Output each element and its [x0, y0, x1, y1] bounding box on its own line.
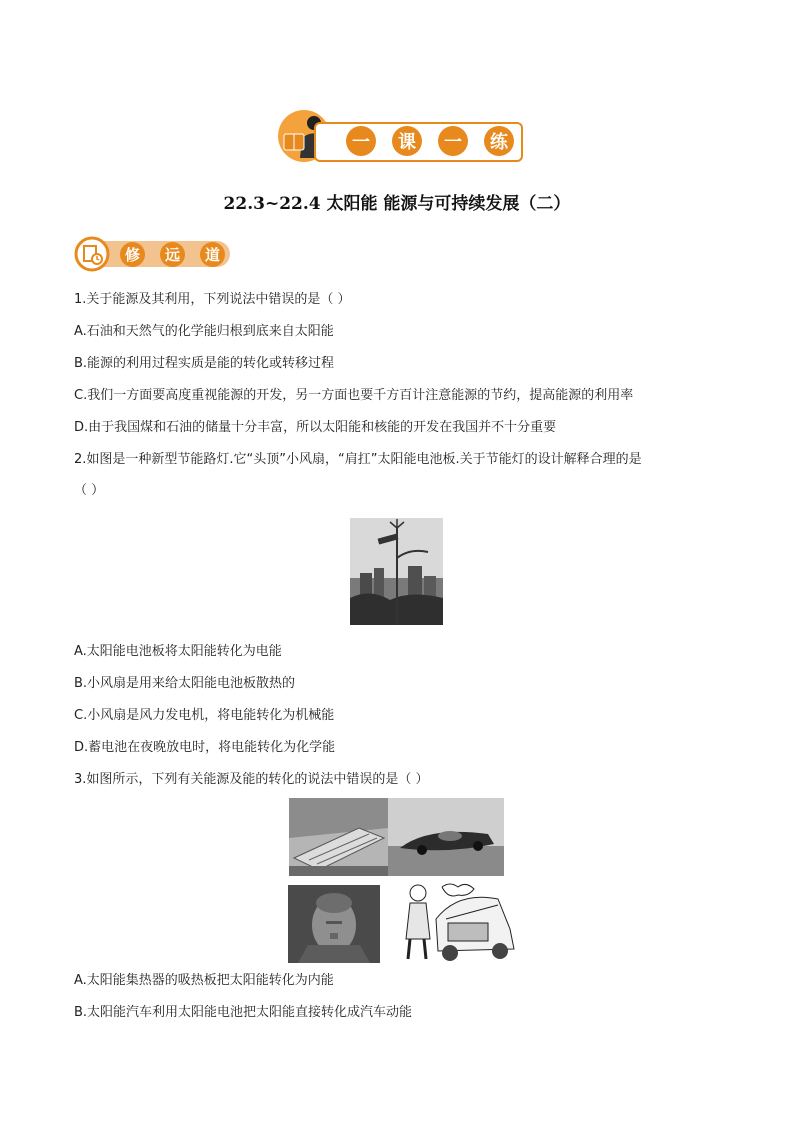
q2-stem-blank: （ ）	[74, 483, 105, 498]
section-char-3: 道	[200, 242, 225, 267]
q1-option-d: D.由于我国煤和石油的储量十分丰富，所以太阳能和核能的开发在我国并不十分重要	[74, 420, 557, 435]
solar-car-image	[388, 798, 504, 876]
q1-stem: 1.关于能源及其利用，下列说法中错误的是（ ）	[74, 292, 351, 307]
header-banner	[272, 108, 522, 164]
engine-mechanic-cartoon-image	[388, 879, 518, 965]
banner-char-3: 一	[438, 126, 468, 156]
clock-book-icon	[74, 236, 110, 272]
q2-option-a: A.太阳能电池板将太阳能转化为电能	[74, 644, 282, 659]
q3-option-a: A.太阳能集热器的吸热板把太阳能转化为内能	[74, 973, 334, 988]
banner-char-1: 一	[346, 126, 376, 156]
banner-char-2: 课	[392, 126, 422, 156]
q2-stem: 2.如图是一种新型节能路灯.它“头顶”小风扇，“肩扛”太阳能电池板.关于节能灯的设计解释合理的是	[74, 452, 642, 467]
q2-option-c: C.小风扇是风力发电机，将电能转化为机械能	[74, 708, 335, 723]
page-title: 22.3~22.4 太阳能 能源与可持续发展（二）	[223, 194, 571, 214]
q3-option-b: B.太阳能汽车利用太阳能电池把太阳能直接转化成汽车动能	[74, 1005, 413, 1020]
banner-char-4: 练	[484, 126, 514, 156]
q1-option-b: B.能源的利用过程实质是能的转化或转移过程	[74, 356, 335, 371]
q2-option-d: D.蓄电池在夜晚放电时，将电能转化为化学能	[74, 740, 336, 755]
section-char-2: 远	[160, 242, 185, 267]
q2-option-b: B.小风扇是用来给太阳能电池板散热的	[74, 676, 296, 691]
q1-option-a: A.石油和天然气的化学能归根到底来自太阳能	[74, 324, 334, 339]
section-tag	[74, 236, 236, 272]
solar-collector-image	[289, 798, 388, 876]
q3-stem: 3.如图所示，下列有关能源及能的转化的说法中错误的是（ ）	[74, 772, 429, 787]
section-char-1: 修	[120, 242, 145, 267]
q1-option-c: C.我们一方面要高度重视能源的开发，另一方面也要千方百计注意能源的节约，提高能源的利用率	[74, 388, 634, 403]
buddha-statue-image	[288, 885, 380, 963]
banner-bar	[314, 122, 523, 162]
street-lamp-image	[350, 518, 443, 625]
